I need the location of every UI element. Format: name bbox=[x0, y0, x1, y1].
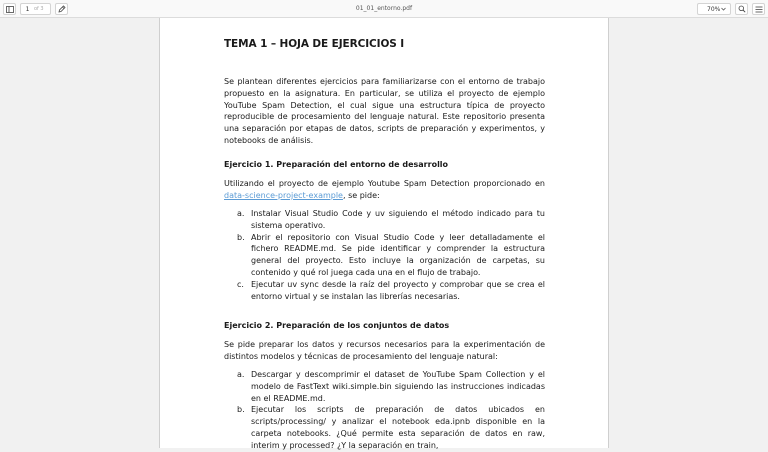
document-heading: TEMA 1 – HOJA DE EJERCICIOS I bbox=[224, 38, 405, 50]
exercise-1-intro-text: Utilizando el proyecto de ejemplo Youtube Spam Detection proporcionado en bbox=[224, 179, 545, 188]
document-viewer[interactable] bbox=[0, 18, 768, 450]
list-item-text: Ejecutar uv sync desde la raíz del proyecto y comprobar que se crea el entorno virtual y se instalan las librerías necesarias. bbox=[251, 279, 545, 301]
pdf-toolbar bbox=[0, 0, 768, 18]
list-item bbox=[224, 232, 545, 279]
project-link[interactable]: data-science-project-example bbox=[224, 190, 343, 200]
list-marker: c. bbox=[237, 279, 244, 289]
exercise-1-intro bbox=[224, 178, 545, 202]
exercise-2-list bbox=[224, 369, 545, 452]
menu-icon bbox=[755, 6, 763, 13]
exercise-2-heading: Ejercicio 2. Preparación de los conjuntos de datos bbox=[224, 321, 450, 330]
list-marker: b. bbox=[237, 232, 245, 242]
intro-paragraph: Se plantean diferentes ejercicios para familiarizarse con el entorno de trabajo propuesto en la asignatura. En particular, se utiliza el proyecto de ejemplo YouTube Spam Detection, el cual sigue una estructura típica de proyecto reproducible de procesamiento del lenguaje natural. Este repositorio presenta una separación por etapas de datos, scripts de preparación y experimentos, y notebooks de análisis. bbox=[224, 77, 545, 145]
search-button[interactable] bbox=[735, 3, 748, 15]
more-options-button[interactable] bbox=[752, 3, 765, 15]
list-item-text: Instalar Visual Studio Code y uv siguiendo el método indicado para tu sistema operativo. bbox=[251, 209, 545, 230]
list-marker: a. bbox=[237, 370, 245, 379]
exercise-1-heading: Ejercicio 1. Preparación del entorno de desarrollo bbox=[224, 160, 449, 169]
list-item bbox=[224, 279, 545, 303]
list-item bbox=[224, 369, 545, 404]
zoom-select[interactable] bbox=[697, 3, 731, 15]
pdf-page bbox=[159, 18, 609, 448]
page-number-current[interactable]: 1 bbox=[25, 5, 30, 13]
zoom-value: 70% bbox=[707, 5, 721, 13]
chevron-down-icon bbox=[721, 7, 726, 11]
search-icon bbox=[738, 5, 746, 13]
exercise-1-list bbox=[224, 208, 545, 302]
list-item-text: Ejecutar los scripts de preparación de datos ubicados en scripts/processing/ y analizar el notebook eda.ipnb disponible en la carpeta notebooks. ¿Qué permite esta separación de datos en raw, interim y processed? ¿Y la separación en train, bbox=[251, 405, 545, 450]
exercise-1-intro-tail: , se pide: bbox=[342, 190, 380, 200]
list-marker: b. bbox=[237, 405, 245, 415]
list-item bbox=[224, 404, 545, 451]
document-title: 01_01_entorno.pdf bbox=[355, 5, 413, 12]
list-item bbox=[224, 208, 545, 232]
list-marker: a. bbox=[237, 209, 245, 218]
exercise-2-intro: Se pide preparar los datos y recursos necesarios para la experimentación de distintos modelos y técnicas de procesamiento del lenguaje natural: bbox=[224, 340, 545, 361]
list-item-text: Descargar y descomprimir el dataset de YouTube Spam Collection y el modelo de FastText wiki.simple.bin siguiendo las instrucciones indicadas en el README.md. bbox=[251, 370, 545, 403]
list-item-text: Abrir el repositorio con Visual Studio Code y leer detalladamente el fichero README.md. Se pide identificar y comprender la estructura general del proyecto. Esto incluye la organización de carpetas, su contenido y qué rol juega cada una en el flujo de trabajo. bbox=[251, 232, 545, 277]
page-number-total: of 3 bbox=[34, 6, 44, 12]
